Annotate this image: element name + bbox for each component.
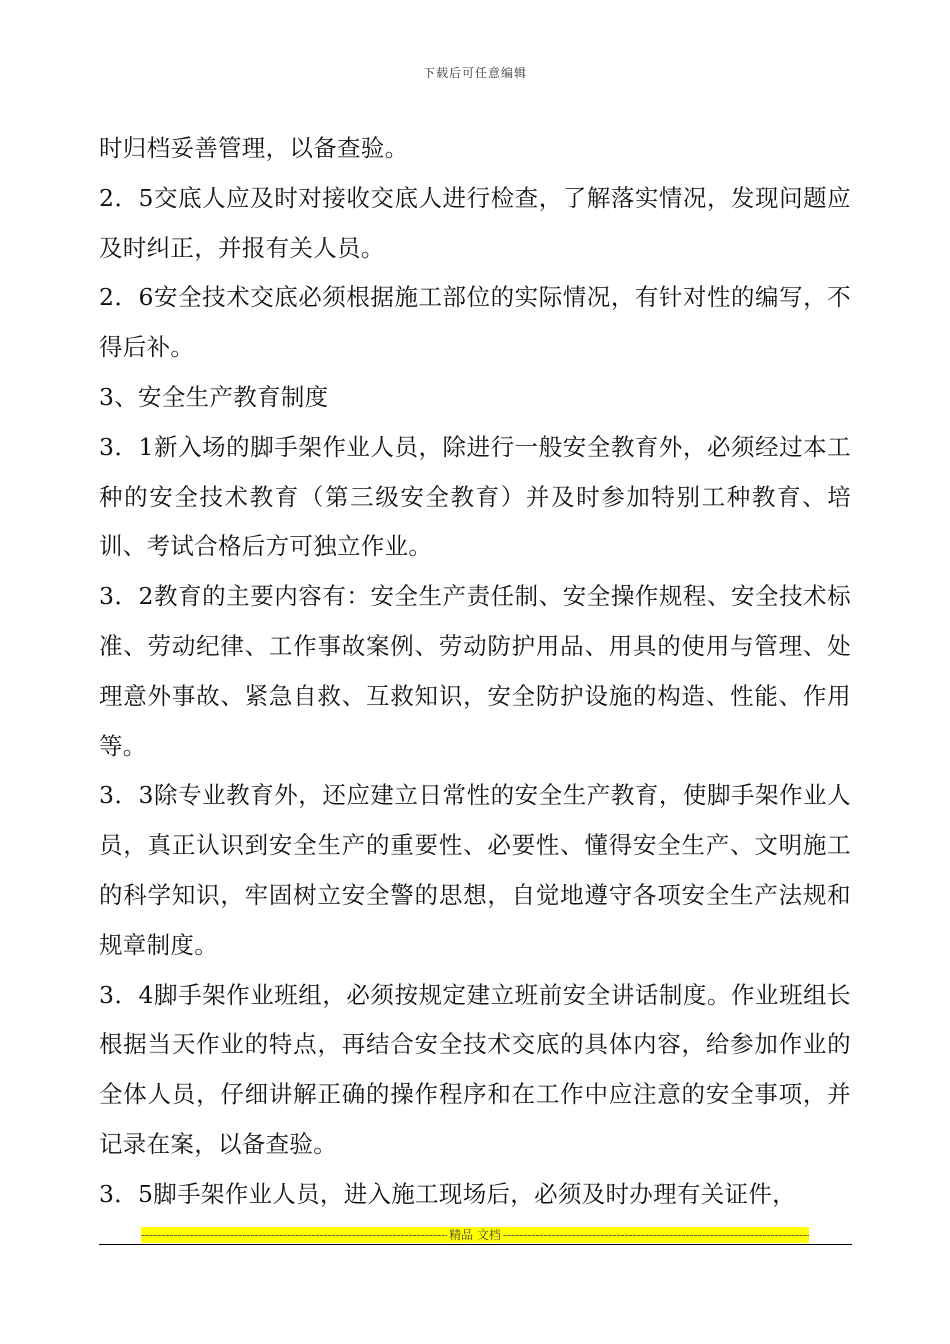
paragraph: 3．1新入场的脚手架作业人员，除进行一般安全教育外，必须经过本工种的安全技术教育（第三级安全教育）并及时参加特别工种教育、培训、考试合格后方可独立作业。 — [99, 432, 851, 561]
paragraph: 3．2教育的主要内容有：安全生产责任制、安全操作规程、安全技术标准、劳动纪律、工作事故案例、劳动防护用品、用具的使用与管理、处理意外事故、紧急自救、互救知识，安全防护设施的构造、性能、作用等。 — [99, 582, 851, 760]
footer-dash-left — [141, 1227, 447, 1243]
page-footer-banner — [141, 1227, 809, 1243]
section-heading: 3、安全生产教育制度 — [99, 382, 329, 411]
page-header: 下载后可任意编辑 — [422, 66, 527, 80]
footer-rule — [99, 1244, 852, 1245]
paragraph: 3．4脚手架作业班组，必须按规定建立班前安全讲话制度。作业班组长根据当天作业的特点，再结合安全技术交底的具体内容，给参加作业的全体人员，仔细讲解正确的操作程序和在工作中应注意的安全事项，并记录在案，以备查验。 — [99, 980, 851, 1158]
paragraph: 3．5脚手架作业人员，进入施工现场后，必须及时办理有关证件， — [99, 1179, 796, 1208]
paragraph: 2．5交底人应及时对接收交底人进行检查，了解落实情况，发现问题应及时纠正，并报有关人员。 — [99, 183, 851, 262]
document-body — [99, 124, 851, 1220]
footer-label: 精品 文档 — [449, 1228, 501, 1242]
paragraph: 2．6安全技术交底必须根据施工部位的实际情况，有针对性的编写，不得后补。 — [99, 283, 851, 362]
footer-dash-right — [503, 1227, 809, 1243]
paragraph: 3．3除专业教育外，还应建立日常性的安全生产教育，使脚手架作业人员，真正认识到安全生产的重要性、必要性、懂得安全生产、文明施工的科学知识，牢固树立安全警的思想，自觉地遵守各项安全生产法规和规章制度。 — [99, 781, 851, 959]
paragraph: 时归档妥善管理，以备查验。 — [99, 134, 409, 162]
